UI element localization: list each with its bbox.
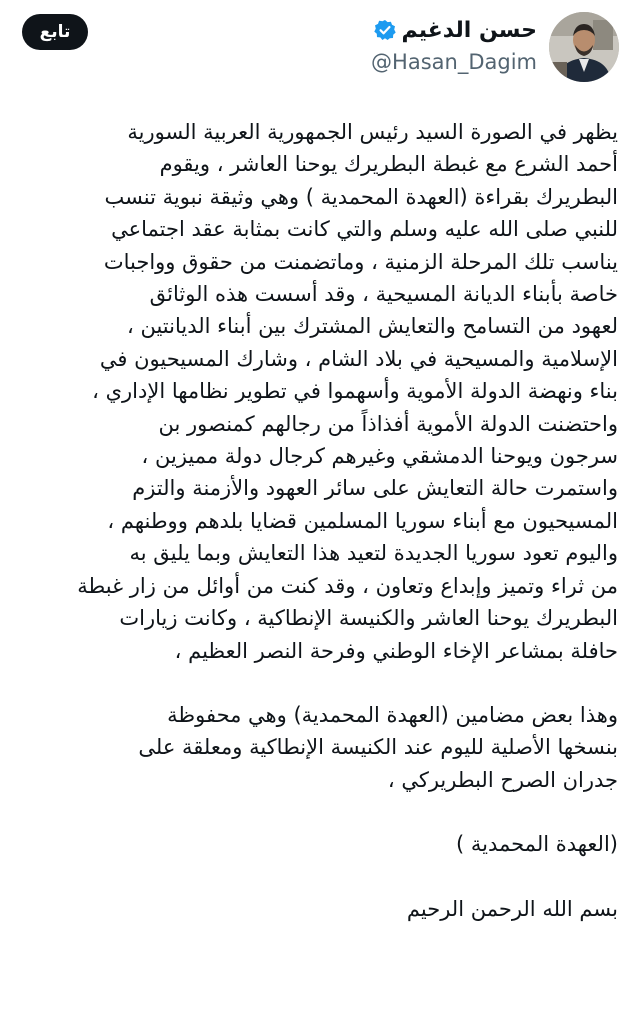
tweet-line: جدران الصرح البطريركي ، bbox=[387, 767, 618, 792]
tweet-line: يظهر في الصورة السيد رئيس الجمهورية العربية السورية bbox=[127, 120, 618, 144]
tweet-line: للنبي صلى الله عليه وسلم والتي كانت بمثابة عقد اجتماعي bbox=[111, 217, 618, 242]
tweet-line: بنسخها الأصلية لليوم عند الكنيسة الإنطاكية ومعلقة على bbox=[138, 735, 618, 760]
tweet-line: سرجون ويوحنا الدمشقي وغيرهم كرجال دولة مميزين ، bbox=[141, 444, 618, 469]
display-name[interactable]: حسن الدغيم bbox=[401, 17, 537, 43]
tweet-line: البطريرك يوحنا العاشر والكنيسة الإنطاكية ، وكانت زيارات bbox=[119, 606, 618, 631]
tweet-paragraph-4 bbox=[18, 893, 618, 925]
tweet-line: (العهدة المحمدية ) bbox=[455, 832, 618, 857]
paragraph-gap bbox=[18, 861, 618, 893]
paragraph-gap bbox=[18, 667, 618, 699]
tweet-line: بناء ونهضة الدولة الأموية وأسهموا في تطوير نظامها الإداري ، bbox=[92, 379, 618, 404]
tweet-paragraph-1 bbox=[18, 116, 618, 667]
tweet-paragraph-3 bbox=[18, 828, 618, 860]
tweet-line: البطريرك بقراءة (العهدة المحمدية ) وهي وثيقة نبوية تنسب bbox=[104, 184, 618, 209]
tweet-line: واليوم تعود سوريا الجديدة لتعيد هذا التعايش وبما يليق به bbox=[129, 541, 618, 566]
tweet-line: المسيحيون مع أبناء سوريا المسلمين قضايا بلدهم ووطنهم ، bbox=[107, 508, 618, 533]
user-info[interactable] bbox=[371, 12, 537, 74]
profile-photo bbox=[549, 12, 619, 82]
name-row bbox=[371, 12, 537, 48]
tweet-line: حافلة بمشاعر الإخاء الوطني وفرحة النصر العظيم ، bbox=[174, 638, 618, 663]
tweet-paragraph-2 bbox=[18, 699, 618, 796]
tweet-header bbox=[0, 0, 632, 100]
tweet-line: وهذا بعض مضامين (العهدة المحمدية) وهي محفوظة bbox=[167, 702, 618, 727]
tweet-line: الإسلامية والمسيحية في بلاد الشام ، وشارك المسيحيون في bbox=[99, 346, 618, 371]
tweet-line: من ثراء وتميز وإبداع وتعاون ، وقد كنت من أوائل من زار غبطة bbox=[77, 573, 618, 598]
tweet-line: لعهود من التسامح والتعايش المشترك بين أبناء الديانتين ، bbox=[127, 314, 618, 339]
tweet-line: واستمرت حالة التعايش على سائر العهود والأزمنة والتزم bbox=[132, 476, 618, 501]
tweet-line: واحتضنت الدولة الأموية أفذاذاً من رجالهم كمنصور بن bbox=[158, 411, 618, 436]
user-handle[interactable]: @Hasan_Dagim bbox=[371, 50, 537, 74]
follow-button[interactable]: تابع bbox=[22, 14, 88, 50]
tweet-line: أحمد الشرع مع غبطة البطريرك يوحنا العاشر ، ويقوم bbox=[159, 152, 618, 177]
verified-badge-icon bbox=[374, 19, 396, 41]
tweet-line: خاصة بأبناء الديانة المسيحية ، وقد أسست هذه الوثائق bbox=[149, 282, 618, 307]
tweet-line: بسم الله الرحمن الرحيم bbox=[406, 896, 618, 921]
tweet-text bbox=[18, 116, 618, 925]
avatar[interactable] bbox=[549, 12, 619, 82]
paragraph-gap bbox=[18, 796, 618, 828]
tweet-line: يناسب تلك المرحلة الزمنية ، وماتضمنت من حقوق وواجبات bbox=[103, 249, 618, 274]
